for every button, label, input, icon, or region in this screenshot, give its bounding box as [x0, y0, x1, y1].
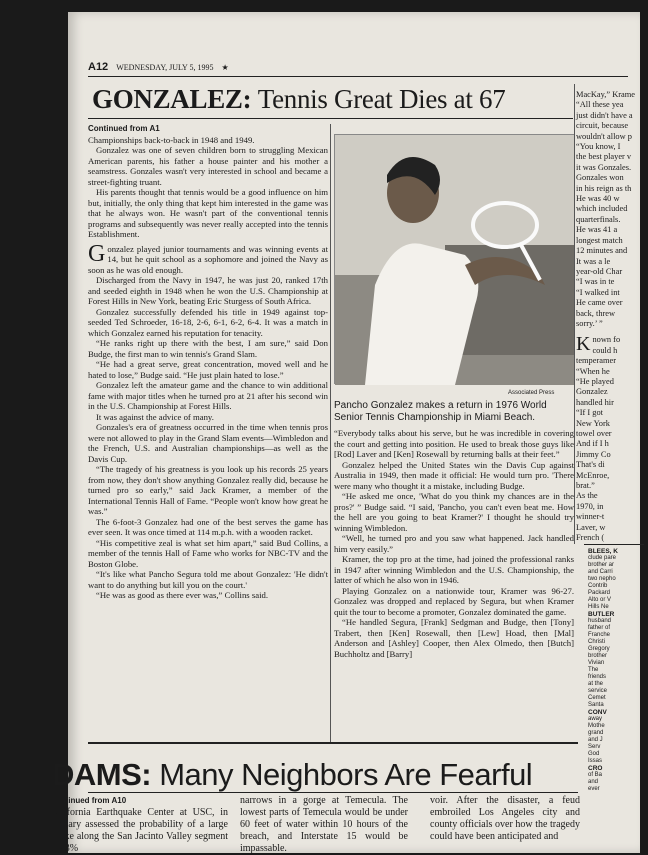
- paragraph: Gonzales's era of greatness occurred in the time when tennis pros were not allowed to play in the Grand Slam events—Wimbledon and the French, U.S. and Australian championships—as well as the Davis Cup.: [88, 422, 328, 464]
- paragraph: His parents thought that tennis would be a good influence on him but, initially, the only thing that kept him interested in the game was that he always won. He wasn't part of the conventional tennis programs and subsequently was never really accepted into the tennis Establishment.: [88, 187, 328, 239]
- text-line: the best player v: [576, 152, 632, 162]
- text-line: Gonzales won: [576, 173, 624, 183]
- column-rule: [574, 84, 575, 544]
- paragraph: “His competitive zeal is what set him apart,” said Bud Collins, a member of the tennis Hall of Fame who works for NBC-TV and the Boston Globe.: [88, 537, 328, 569]
- text-line: just didn't have a: [576, 110, 633, 120]
- paragraph: Playing Gonzalez on a nationwide tour, Kramer was 96-27. Gonzalez was dropped and replaced by Segura, but when Kramer quit the tour to become a promoter, Gonzalez dominated the game.: [334, 585, 574, 617]
- paragraph: The 6-foot-3 Gonzalez had one of the best serves the game has ever seen. It was once timed at 114 m.p.h. with a wooden racket.: [88, 516, 328, 537]
- paragraph: “The tragedy of his greatness is you look up his records 25 years from now, they don't show anything Gonzalez really did, because he turned pro so early,” said Jack Kramer, a member of the International Tennis Hall of Fame. “People won't know how great he was.”: [88, 464, 328, 516]
- obit-line: Alto or V: [588, 597, 612, 603]
- paragraph: “Well, he turned pro and you saw what happened. Jack handled him very easily.”: [334, 533, 574, 554]
- text-line: back, threw: [576, 308, 616, 318]
- second-story-column-2: [240, 795, 408, 855]
- obit-line: Christi: [588, 639, 606, 645]
- obit-line: Cemet: [588, 695, 606, 701]
- obit-line: ever: [588, 786, 600, 792]
- text-line: He was 40 w: [576, 194, 620, 204]
- text-line: brat.”: [576, 481, 595, 491]
- newspaper-page: [50, 12, 640, 854]
- main-headline: [92, 84, 562, 115]
- story-separator: [88, 742, 578, 744]
- text-line: MacKay,” Krame: [576, 90, 635, 99]
- drop-cap: K: [576, 333, 591, 356]
- text-line: New York: [576, 418, 610, 428]
- text-line: 1970, in: [576, 501, 604, 511]
- text-line: He was 41 a: [576, 225, 618, 235]
- obit-line: Franche: [588, 632, 611, 638]
- text-line: towel over: [576, 429, 612, 438]
- text-line: circuit, because: [576, 121, 629, 131]
- column-rule: [330, 124, 331, 744]
- news-photo: [334, 134, 574, 384]
- text-line: nown fo: [592, 335, 621, 345]
- paragraph: “It's like what Pancho Segura told me about Gonzalez: 'He didn't want to do anything but kill you on the court.': [88, 569, 328, 590]
- text-line: longest match: [576, 235, 623, 245]
- dateline: WEDNESDAY, JULY 5, 1995: [116, 62, 214, 72]
- text-line: year-old Char: [576, 266, 623, 276]
- text-line: temperamer: [576, 356, 616, 366]
- text-line: It was a le: [576, 256, 611, 266]
- obit-line: God: [588, 751, 600, 757]
- obit-line: at the: [588, 681, 604, 687]
- text-line: “When he: [576, 366, 610, 376]
- headline-rest: Tennis Great Dies at 67: [257, 84, 506, 114]
- folio-line: [88, 60, 618, 74]
- text-line: He came over: [576, 298, 623, 308]
- text-line: it was Gonzales.: [576, 162, 632, 172]
- text-line: And if I h: [576, 439, 609, 449]
- obit-line: Contrib: [588, 583, 608, 589]
- text-line: Jimmy Co: [576, 449, 611, 459]
- obit-line: and: [588, 779, 599, 785]
- text-line: “I walked int: [576, 287, 620, 297]
- continued-kicker: Continued from A1: [88, 124, 160, 133]
- obit-line: Packard: [588, 590, 611, 596]
- obit-line: husband: [588, 618, 612, 624]
- paragraph: Kramer, the top pro at the time, had joined the professional ranks in 1947 after winning Wimbledon and the U.S. Championship, the latter of which he also won in 1946.: [334, 554, 574, 585]
- text-line: could h: [592, 345, 618, 355]
- paragraph: Gonzalez successfully defended his title in 1949 against top-seeded Ted Schroeder, 16-18, 2-6, 6-1, 6-2, 6-4. It was a match in which Gonzalez earned his reputation for tenacity.: [88, 306, 328, 338]
- obit-line: Hills Ne: [588, 604, 609, 610]
- obit-line: and J: [588, 737, 603, 743]
- paragraph: Discharged from the Navy in 1947, he was just 20, ranked 17th and seeded eighth in 1948 when he won the U.S. Championship at Forest Hills in New York, beating Eric Sturgess of South Africa.: [88, 275, 328, 306]
- paragraph: Gonzalez helped the United States win the Davis Cup against Australia in 1949, then made it official: He would turn pro. 'There were many who thought it a mistake, including Budge.: [334, 459, 574, 491]
- obit-line: of Ba: [588, 772, 603, 778]
- obit-line: The: [588, 667, 599, 673]
- paragraph-dropcap: [88, 240, 328, 276]
- paragraph: voir. After the disaster, a feud embroiled Los Angeles city and county officials over how the tragedy could have been anticipated and: [430, 795, 580, 842]
- paragraph: Gonzalez was one of seven children born to struggling Mexican American parents, his father a house painter and his mother a seamstress. Gonzales wasn't very interested in school and became a street-fighting truant.: [88, 145, 328, 187]
- obit-line: grand: [588, 730, 604, 736]
- obit-line: two nepho: [588, 576, 616, 582]
- obit-line: Gregory: [588, 646, 610, 652]
- obit-line: service: [588, 688, 608, 694]
- headline-rule: [88, 118, 573, 119]
- text-line: “He played: [576, 376, 614, 386]
- text-line: “I was in te: [576, 277, 615, 287]
- obit-line: friends: [588, 674, 607, 680]
- obit-line: Issas: [588, 758, 603, 764]
- text-line: Laver, w: [576, 522, 606, 532]
- obit-name: CRO: [588, 765, 603, 772]
- obit-line: brother: [588, 653, 608, 659]
- folio-star: ★: [221, 62, 229, 72]
- obit-name: BUTLER: [588, 611, 615, 618]
- text-line: which included: [576, 204, 628, 214]
- photo-credit: Associated Press: [508, 390, 555, 396]
- tennis-player-illustration: [335, 135, 575, 385]
- obit-line: Serv: [588, 744, 601, 750]
- text-line: wouldn't allow p: [576, 131, 632, 141]
- obit-line: away: [588, 716, 603, 722]
- obit-line: Mothe: [588, 723, 605, 729]
- text-line: McEnroe,: [576, 470, 610, 480]
- paragraph: Championships back-to-back in 1948 and 1949.: [88, 134, 255, 145]
- continued-kicker: Continued from A10: [50, 796, 127, 805]
- paragraph: “He had a great serve, great concentration, moved well and he hated to lose,” Budge said. “He just plain hated to lose.”: [88, 359, 328, 380]
- dropcap-block: [576, 335, 646, 356]
- headline2-rule: [88, 792, 578, 793]
- paragraph: California Earthquake Center at USC, in January assessed the probability of a large quake along the San Jacinto Valley segment at 43%: [50, 807, 228, 854]
- text-line: handled hir: [576, 397, 614, 407]
- obit-name: BLEES, K: [588, 548, 618, 555]
- obit-line: brother ar: [588, 562, 615, 568]
- text-line: quarterfinals.: [576, 214, 621, 224]
- text-line: French (: [576, 533, 605, 543]
- text-line: That's di: [576, 460, 605, 470]
- article-column-1: [88, 124, 328, 744]
- paragraph: “He handled Segura, [Frank] Sedgman and Budge, then [Tony] Trabert, then [Ken] Rosewall, then [Lew] Hoad, then [Mal] Anderson and [Ashley] Cooper, then Alex Olmedo, then [Butch] Buchholtz and [Barry]: [334, 617, 574, 659]
- text-line: “You know, I: [576, 142, 621, 152]
- article-column-3: [576, 90, 646, 543]
- text-line: As the: [576, 491, 598, 501]
- obit-line: clude pare: [588, 555, 617, 561]
- text-line: “If I got: [576, 408, 603, 418]
- paragraph: Gonzalez left the amateur game and the chance to win additional fame with major titles when he turned pro at 21 after his second win in the U.S. Championship at Forest Hills.: [88, 380, 328, 411]
- obit-box-rule: [584, 544, 644, 545]
- folio-rule: [88, 76, 628, 77]
- paragraph: “He was as good as there ever was,” Collins said.: [96, 590, 269, 600]
- paragraph: “He ranks right up there with the best, I am sure,” said Don Budge, the first man to win tennis's Grand Slam.: [88, 338, 328, 359]
- article-column-2: [334, 428, 574, 744]
- paragraph: narrows in a gorge at Temecula. The lowest parts of Temecula would be under 60 feet of water within 10 hours of the breach, and Interstate 15 would be impassable.: [240, 795, 408, 854]
- obit-line: Santa: [588, 702, 604, 708]
- obit-line: father of: [588, 625, 611, 631]
- paragraph: “He asked me once, 'What do you think my chances are in the pros?' ” Budge said. “I said, 'Pancho, you can't even beat me. How the hell are you going to beat Kramer?' I thought he should try winning Wimbledon.: [334, 491, 574, 533]
- second-story-column-3: [430, 795, 580, 855]
- text-line: 12 minutes and: [576, 246, 628, 256]
- obit-line: Vivian: [588, 660, 605, 666]
- text-line: “All these yea: [576, 100, 624, 110]
- paragraph-text: onzalez played junior tournaments and was winning events at 14, but he quit school as a sophomore and joined the Navy as soon as he was old enough.: [88, 243, 328, 275]
- paragraph: “Everybody talks about his serve, but he was incredible in covering the court and getting into position. He used to break those guys like [Rod] Laver and [Ken] Rosewall by returning balls at their feet.”: [334, 428, 574, 459]
- obit-name: CONV: [588, 709, 607, 716]
- text-line: Gonzalez: [576, 387, 608, 397]
- drop-cap: G: [88, 240, 106, 267]
- headline2-name: DAMS:: [52, 757, 152, 792]
- page-number: A12: [88, 61, 109, 73]
- text-line: winner-t: [576, 512, 605, 522]
- text-line: sorry.’ ”: [576, 318, 603, 328]
- headline-name: GONZALEZ:: [92, 84, 252, 114]
- second-headline: [52, 757, 532, 793]
- paragraph: It was against the advice of many.: [96, 411, 214, 422]
- photo-caption: Pancho Gonzalez makes a return in 1976 World Senior Tennis Championship in Miami Beach.: [334, 400, 547, 423]
- obit-line: and Carri: [588, 569, 613, 575]
- headline2-rest: Many Neighbors Are Fearful: [159, 757, 533, 792]
- second-story-column-1: [50, 795, 228, 855]
- obituaries-box: [588, 548, 648, 792]
- text-line: in his reign as th: [576, 183, 632, 193]
